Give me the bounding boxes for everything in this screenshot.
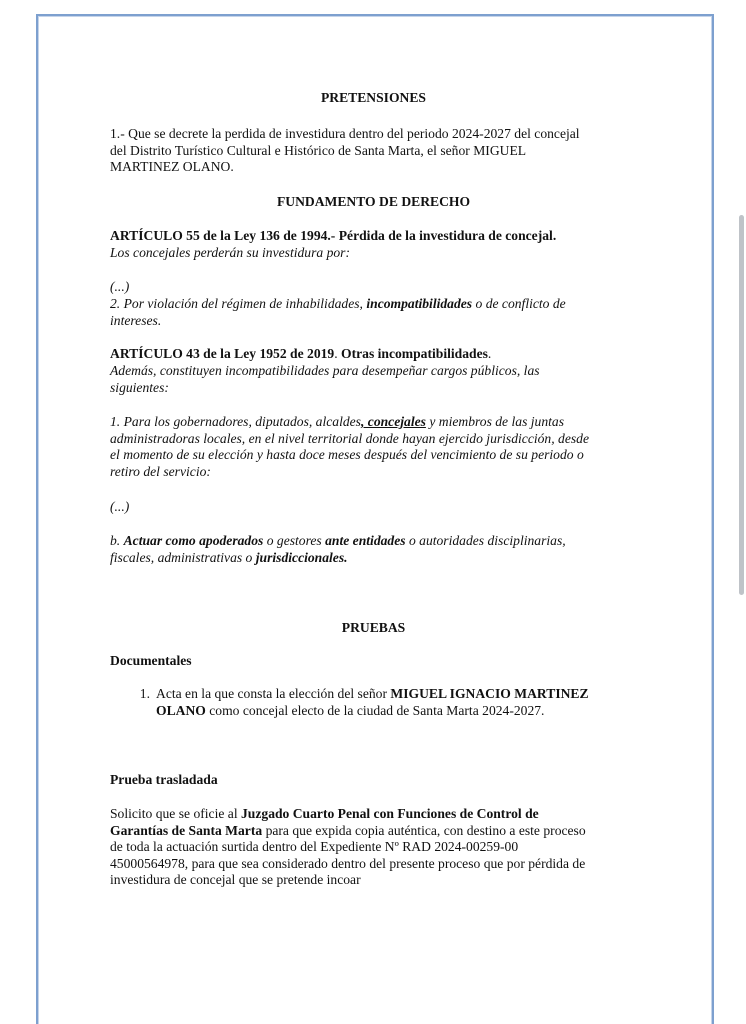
ellipsis: (...) bbox=[110, 499, 130, 514]
paragraph-line: de toda la actuación surtida dentro del Expediente Nº RAD 2024-00259-00 bbox=[110, 839, 519, 855]
paragraph-line: 45000564978, para que sea considerado dentro del presente proceso que por pérdida de bbox=[110, 855, 586, 871]
text-run-bold: Actuar como apoderados bbox=[123, 533, 264, 548]
text-run: Acta en la que consta la elección del señor bbox=[156, 686, 391, 701]
text-run-bold: Juzgado Cuarto Penal con Funciones de Control de bbox=[241, 806, 539, 821]
text-run-bold: ARTÍCULO 43 de la Ley 1952 de 2019 bbox=[110, 346, 335, 361]
text-run: . bbox=[487, 346, 492, 361]
text-run: . bbox=[334, 346, 342, 361]
pretension-paragraph bbox=[110, 126, 637, 176]
paragraph-line bbox=[110, 806, 637, 823]
list-item-line bbox=[156, 686, 637, 703]
item-b-line2 bbox=[110, 550, 637, 567]
section-title-pretensiones: PRETENSIONES bbox=[320, 90, 426, 105]
articulo-43-intro-line: siguientes: bbox=[110, 379, 169, 395]
text-run: 1. Para los gobernadores, diputados, alcaldes bbox=[110, 414, 361, 429]
section-title-pruebas: PRUEBAS bbox=[341, 620, 406, 635]
text-run-bold: Otras incompatibilidades bbox=[341, 346, 488, 361]
text-run: y miembros de las juntas bbox=[425, 414, 564, 429]
item-b-line1 bbox=[110, 533, 637, 550]
articulo-43-item-1 bbox=[110, 414, 637, 480]
text-run: o gestores bbox=[263, 533, 326, 548]
articulo-43-item-b bbox=[110, 533, 637, 566]
item-1-line: el momento de su elección y hasta doce meses después del vencimiento de su periodo o bbox=[110, 447, 584, 463]
prueba-trasladada-label: Prueba trasladada bbox=[110, 772, 218, 787]
articulo-55-item-line1 bbox=[110, 296, 637, 313]
text-run: o autoridades disciplinarias, bbox=[405, 533, 566, 548]
text-run-underlined: , concejales bbox=[360, 414, 426, 429]
text-run-bold: MIGUEL IGNACIO MARTINEZ bbox=[390, 686, 589, 701]
text-run: como concejal electo de la ciudad de Santa Marta 2024-2027. bbox=[205, 702, 545, 718]
text-run: 2. Por violación del régimen de inhabilidades, bbox=[110, 296, 367, 311]
text-run-bold: incompatibilidades bbox=[366, 296, 473, 311]
text-run: b. bbox=[110, 533, 124, 548]
item-1-line bbox=[110, 414, 637, 431]
articulo-55-intro: Los concejales perderán su investidura por: bbox=[110, 245, 351, 260]
articulo-55-item-line2: intereses. bbox=[110, 312, 162, 328]
articulo-55-heading: ARTÍCULO 55 de la Ley 136 de 1994.- Pérdida de la investidura de concejal. bbox=[110, 228, 557, 243]
pretension-line: 1.- Que se decrete la perdida de investidura dentro del periodo 2024-2027 del concejal bbox=[110, 126, 580, 141]
documentales-label: Documentales bbox=[110, 653, 192, 668]
text-run: Solicito que se oficie al bbox=[110, 806, 241, 821]
text-run-bold: Garantías de Santa Marta bbox=[110, 822, 263, 838]
list-item-text bbox=[156, 686, 637, 719]
ellipsis: (...) bbox=[110, 279, 130, 294]
pretension-line: MARTINEZ OLANO. bbox=[110, 159, 234, 175]
text-run: o de conflicto de bbox=[472, 296, 566, 311]
paragraph-line: investidura de concejal que se pretende incoar bbox=[110, 872, 361, 888]
list-item-number: 1. bbox=[139, 686, 150, 701]
item-1-line: retiro del servicio: bbox=[110, 463, 211, 479]
prueba-trasladada-paragraph bbox=[110, 806, 637, 889]
section-title-fundamento: FUNDAMENTO DE DERECHO bbox=[276, 194, 471, 209]
pretension-line: del Distrito Turístico Cultural e Histórico de Santa Marta, el señor MIGUEL bbox=[110, 142, 527, 158]
text-run-bold: OLANO bbox=[156, 702, 206, 718]
articulo-55-item bbox=[110, 296, 637, 329]
list-item-line bbox=[156, 703, 637, 720]
text-run: fiscales, administrativas o bbox=[110, 549, 256, 565]
articulo-43-intro-line: Además, constituyen incompatibilidades para desempeñar cargos públicos, las bbox=[110, 363, 540, 378]
item-1-line: administradoras locales, en el nivel territorial donde hayan ejercido jurisdicción, desde bbox=[110, 430, 589, 446]
text-run-bold: ante entidades bbox=[325, 533, 406, 548]
list-item bbox=[132, 686, 637, 720]
articulo-43-intro bbox=[110, 363, 637, 396]
text-run-bold: jurisdiccionales. bbox=[255, 549, 348, 565]
articulo-43-heading bbox=[110, 346, 637, 363]
text-run: para que expida copia auténtica, con destino a este proceso bbox=[262, 822, 586, 838]
paragraph-line bbox=[110, 823, 637, 840]
scrollbar[interactable] bbox=[739, 215, 744, 595]
